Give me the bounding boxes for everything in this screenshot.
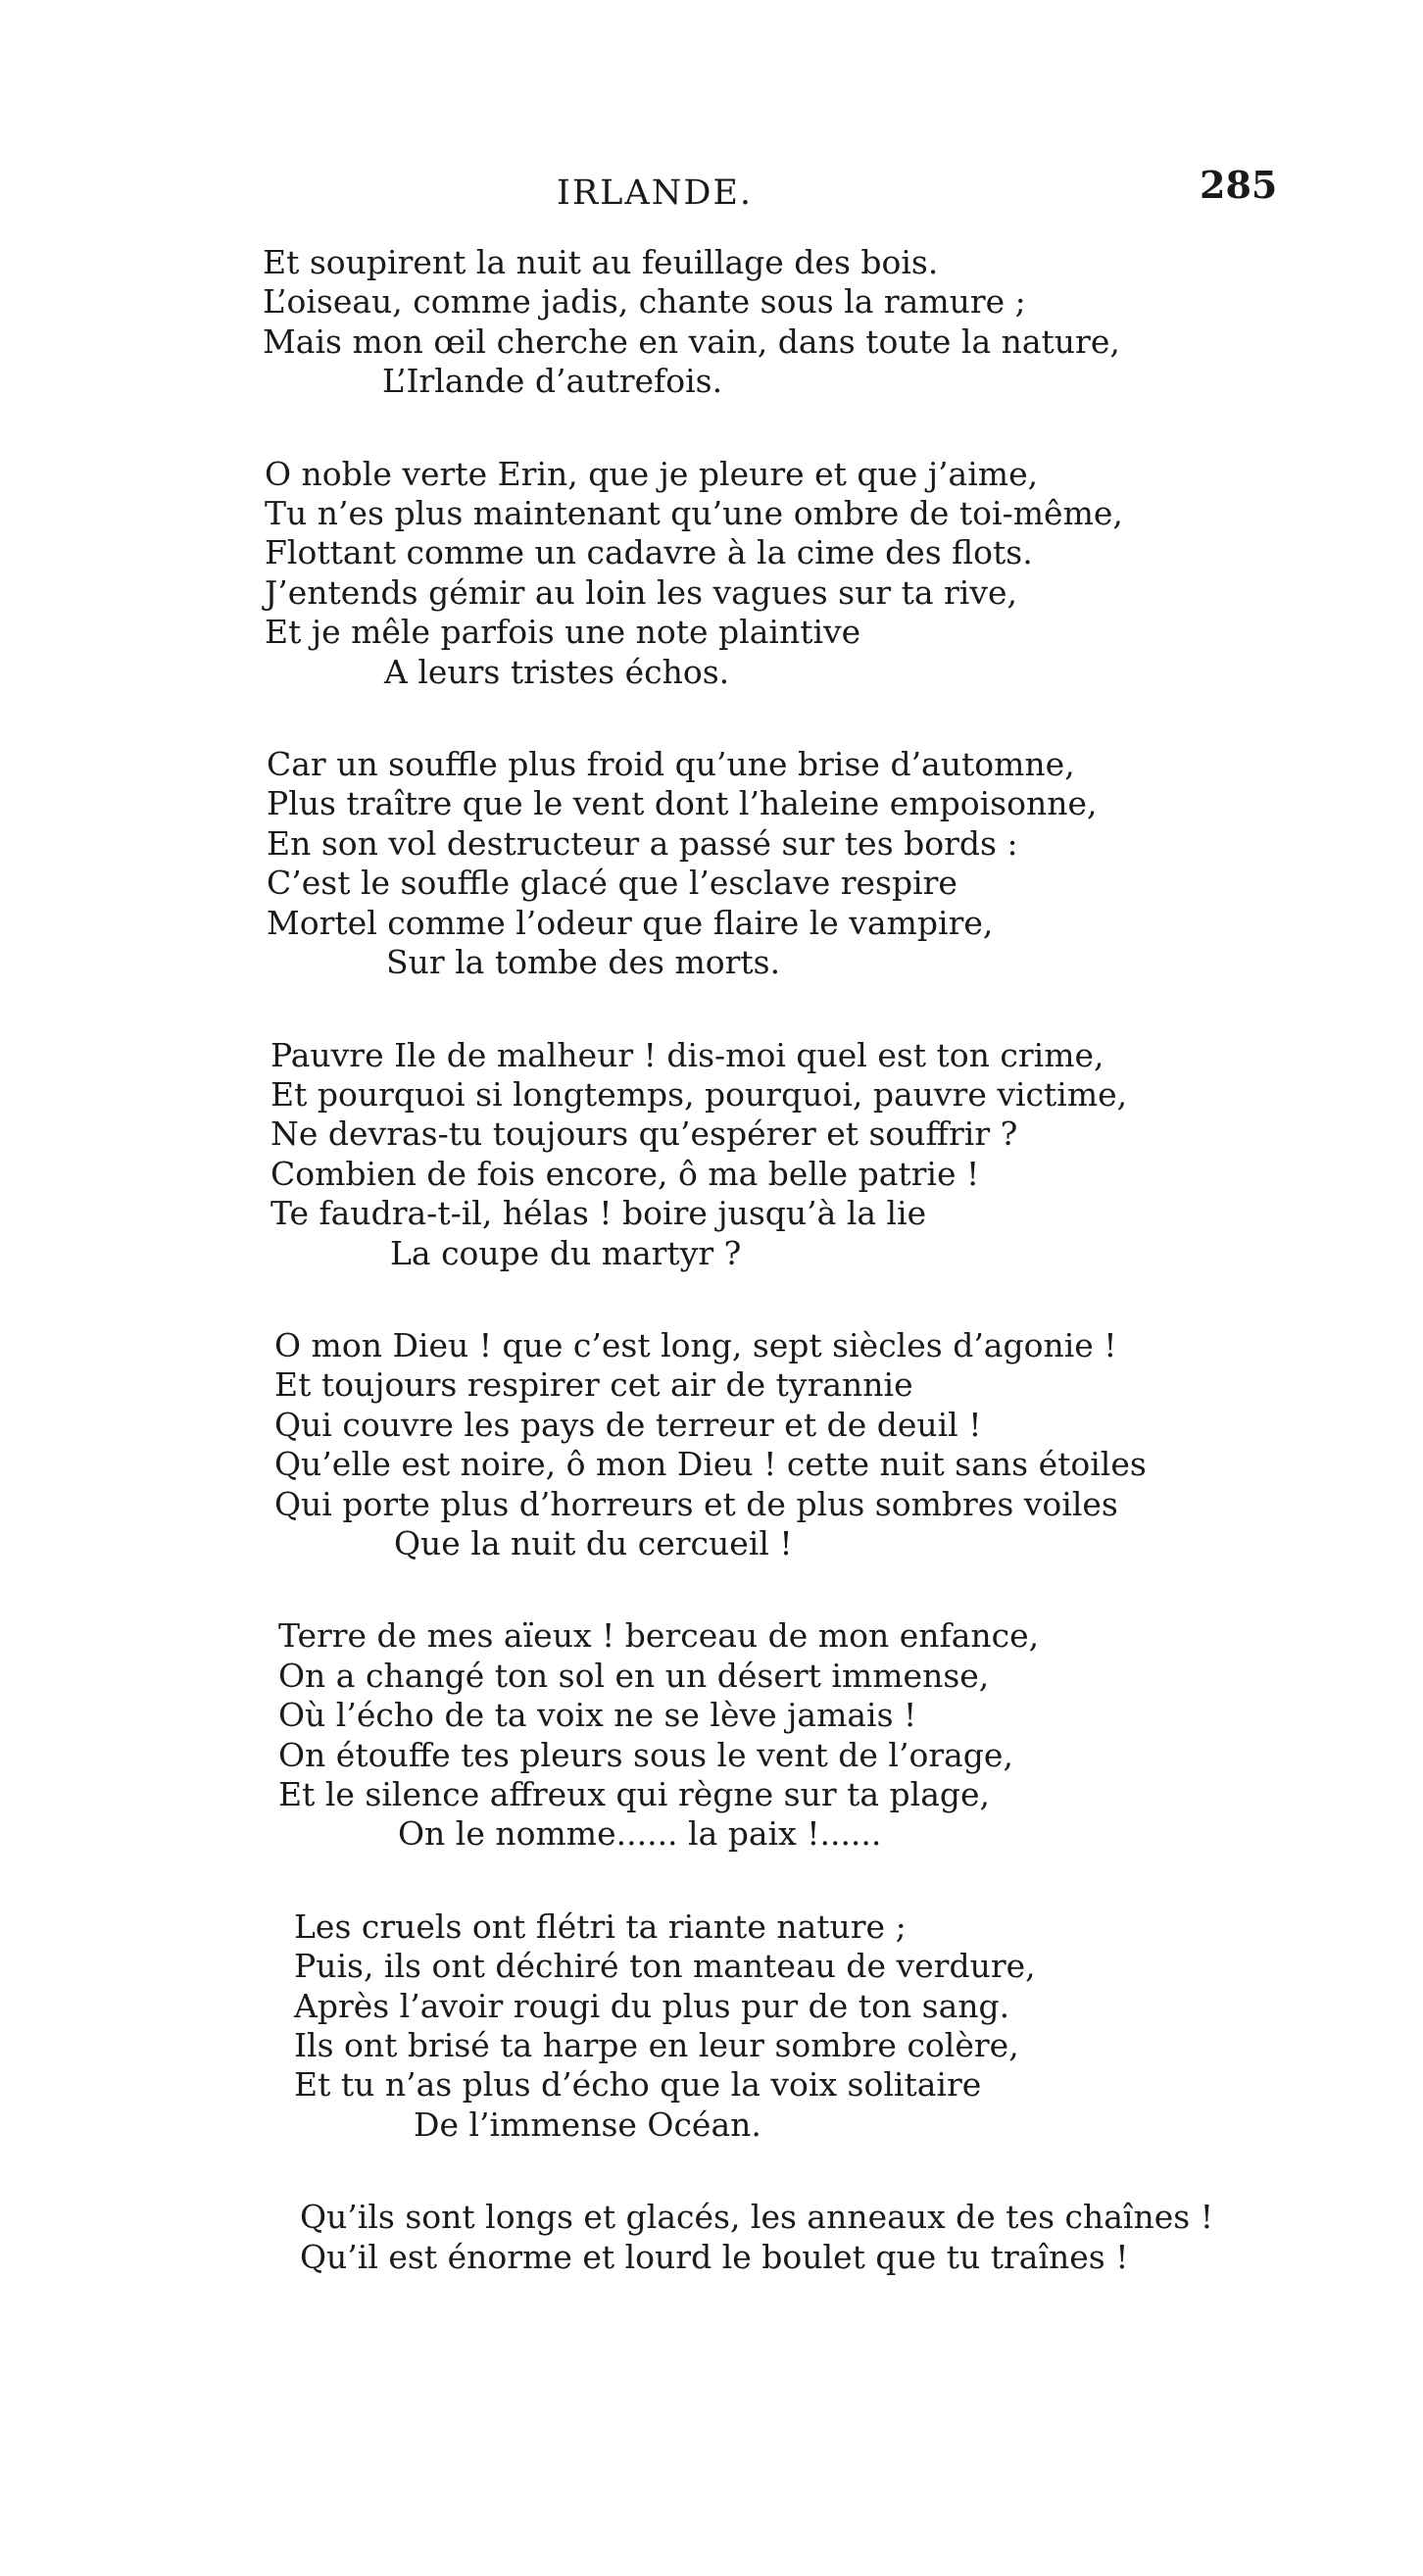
poem-line: Mortel comme l’odeur que flaire le vampire,: [267, 903, 994, 942]
poem-line: L’Irlande d’autrefois.: [382, 362, 723, 401]
running-title: IRLANDE.: [557, 173, 754, 213]
poem-line: Que la nuit du cercueil !: [394, 1523, 793, 1562]
poem-line: On étouffe tes pleurs sous le vent de l’orage,: [278, 1735, 1013, 1774]
poem-line: Et toujours respirer cet air de tyrannie: [274, 1365, 913, 1405]
poem-line: Et je mêle parfois une note plaintive: [265, 613, 861, 652]
poem-line: Puis, ils ont déchiré ton manteau de verdure,: [294, 1947, 1036, 1986]
poem-line: O noble verte Erin, que je pleure et que j’aime,: [265, 454, 1039, 493]
poem-line: Combien de fois encore, ô ma belle patrie !: [270, 1154, 980, 1193]
poem-line: Et pourquoi si longtemps, pourquoi, pauvre victime,: [270, 1074, 1128, 1114]
poem-line: Après l’avoir rougi du plus pur de ton sang.: [294, 1986, 1010, 2025]
poem-line: En son vol destructeur a passé sur tes bords :: [267, 823, 1018, 863]
poem-line: On a changé ton sol en un désert immense,: [278, 1656, 990, 1695]
poem-line: Les cruels ont flétri ta riante nature ;: [294, 1907, 907, 1946]
poem-line: Terre de mes aïeux ! berceau de mon enfance,: [278, 1616, 1040, 1656]
poem-line: On le nomme...... la paix !......: [398, 1814, 882, 1854]
poem-line: Qu’il est énorme et lourd le boulet que tu traînes !: [300, 2237, 1129, 2276]
stanza: [274, 1326, 1370, 1563]
running-head: [0, 163, 1423, 218]
poem-line: Ne devras-tu toujours qu’espérer et souffrir ?: [270, 1115, 1018, 1154]
poem-line: Plus traître que le vent dont l’haleine empoisonne,: [267, 784, 1098, 823]
poem-body: [263, 243, 1370, 2330]
poem-line: A leurs tristes échos.: [384, 652, 730, 691]
poem-line: Qu’elle est noire, ô mon Dieu ! cette nuit sans étoiles: [274, 1445, 1147, 1484]
poem-line: Ils ont brisé ta harpe en leur sombre colère,: [294, 2026, 1019, 2065]
poem-line: De l’immense Océan.: [414, 2105, 761, 2144]
stanza: [263, 243, 1370, 402]
poem-line: Qu’ils sont longs et glacés, les anneaux de tes chaînes !: [300, 2198, 1213, 2237]
stanza: [278, 1616, 1370, 1854]
poem-line: L’oiseau, comme jadis, chante sous la ramure ;: [263, 282, 1026, 322]
poem-line: J’entends gémir au loin les vagues sur ta rive,: [265, 572, 1018, 612]
poem-line: Qui couvre les pays de terreur et de deuil !: [274, 1405, 982, 1444]
poem-line: Te faudra-t-il, hélas ! boire jusqu’à la lie: [270, 1194, 927, 1233]
stanza: [270, 1036, 1370, 1273]
poem-line: C’est le souffle glacé que l’esclave respire: [267, 864, 957, 903]
poem-line: La coupe du martyr ?: [390, 1233, 742, 1272]
poem-line: Qui porte plus d’horreurs et de plus sombres voiles: [274, 1484, 1118, 1523]
poem-line: Mais mon œil cherche en vain, dans toute la nature,: [263, 322, 1120, 361]
stanza: [294, 1907, 1370, 2145]
stanza: [265, 455, 1370, 692]
poem-line: Car un souffle plus froid qu’une brise d’automne,: [267, 745, 1075, 784]
poem-line: Et le silence affreux qui règne sur ta plage,: [278, 1775, 991, 1813]
poem-line: Tu n’es plus maintenant qu’une ombre de toi-même,: [265, 494, 1123, 533]
poem-line: Et tu n’as plus d’écho que la voix solitaire: [294, 2065, 982, 2105]
stanza: [300, 2198, 1370, 2277]
stanza: [267, 745, 1370, 982]
poem-line: Et soupirent la nuit au feuillage des bois.: [263, 243, 939, 281]
poem-line: Où l’écho de ta voix ne se lève jamais !: [278, 1696, 917, 1735]
poem-line: O mon Dieu ! que c’est long, sept siècles d’agonie !: [274, 1325, 1117, 1364]
page-number: 285: [1200, 163, 1278, 207]
poem-line: Sur la tombe des morts.: [386, 943, 781, 982]
poem-line: Flottant comme un cadavre à la cime des flots.: [265, 533, 1033, 572]
poem-line: Pauvre Ile de malheur ! dis-moi quel est ton crime,: [270, 1035, 1104, 1074]
